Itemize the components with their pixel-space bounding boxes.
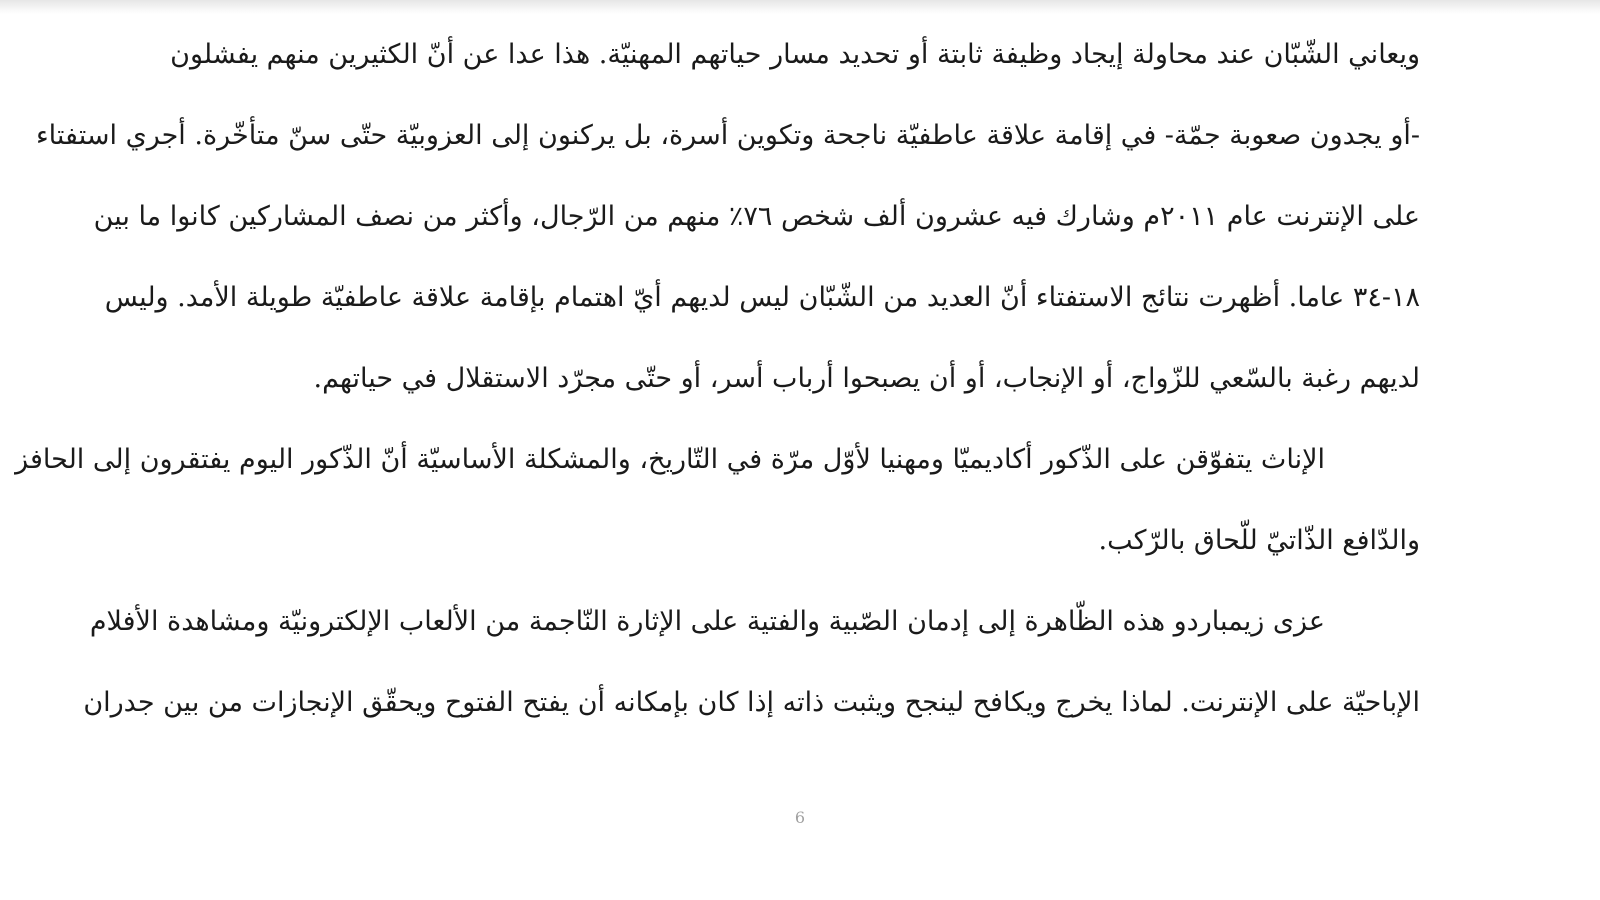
paragraph-first-line: الإناث يتفوّقن على الذّكور أكاديميّا ومهنيا لأوّل مرّة في التّاريخ، والمشكلة الأساسيّة أنّ الذّكور اليوم يفتقرون إلى الحافز: [15, 444, 1325, 475]
text-line-last: لديهم رغبة بالسّعي للزّواج، أو الإنجاب، أو أن يصبحوا أرباب أسر، أو حتّى مجرّد الاستقلال في حياتهم.: [313, 363, 1420, 394]
text-line-last: والدّافع الذّاتيّ للّحاق بالرّكب.: [1098, 525, 1420, 556]
document-body: [15, 22, 1420, 751]
text-line: الإباحيّة على الإنترنت. لماذا يخرج ويكافح لينجح ويثبت ذاته إذا كان بإمكانه أن يفتح الفتوح ويحقّق الإنجازات من بين جدران: [83, 687, 1420, 718]
page-number: 6: [794, 808, 806, 827]
viewer-top-edge: [0, 0, 1600, 14]
text-line: على الإنترنت عام ٢٠١١م وشارك فيه عشرون ألف شخص ٧٦٪ منهم من الرّجال، وأكثر من نصف المشاركين كانوا ما بين: [93, 201, 1420, 232]
text-line: ويعاني الشّبّان عند محاولة إيجاد وظيفة ثابتة أو تحديد مسار حياتهم المهنيّة. هذا عدا عن أنّ الكثيرين منهم يفشلون: [170, 39, 1420, 70]
paragraph-first-line: عزى زيمباردو هذه الظّاهرة إلى إدمان الصّبية والفتية على الإثارة النّاجمة من الألعاب الإلكترونيّة ومشاهدة الأفلام: [89, 606, 1325, 637]
text-line: -أو يجدون صعوبة جمّة- في إقامة علاقة عاطفيّة ناجحة وتكوين أسرة، بل يركنون إلى العزوبيّة حتّى سنّ متأخّرة. أجري استفتاء: [35, 120, 1420, 151]
text-line: ١٨-٣٤ عاما. أظهرت نتائج الاستفتاء أنّ العديد من الشّبّان ليس لديهم أيّ اهتمام بإقامة علاقة عاطفيّة طويلة الأمد. وليس: [104, 282, 1420, 313]
